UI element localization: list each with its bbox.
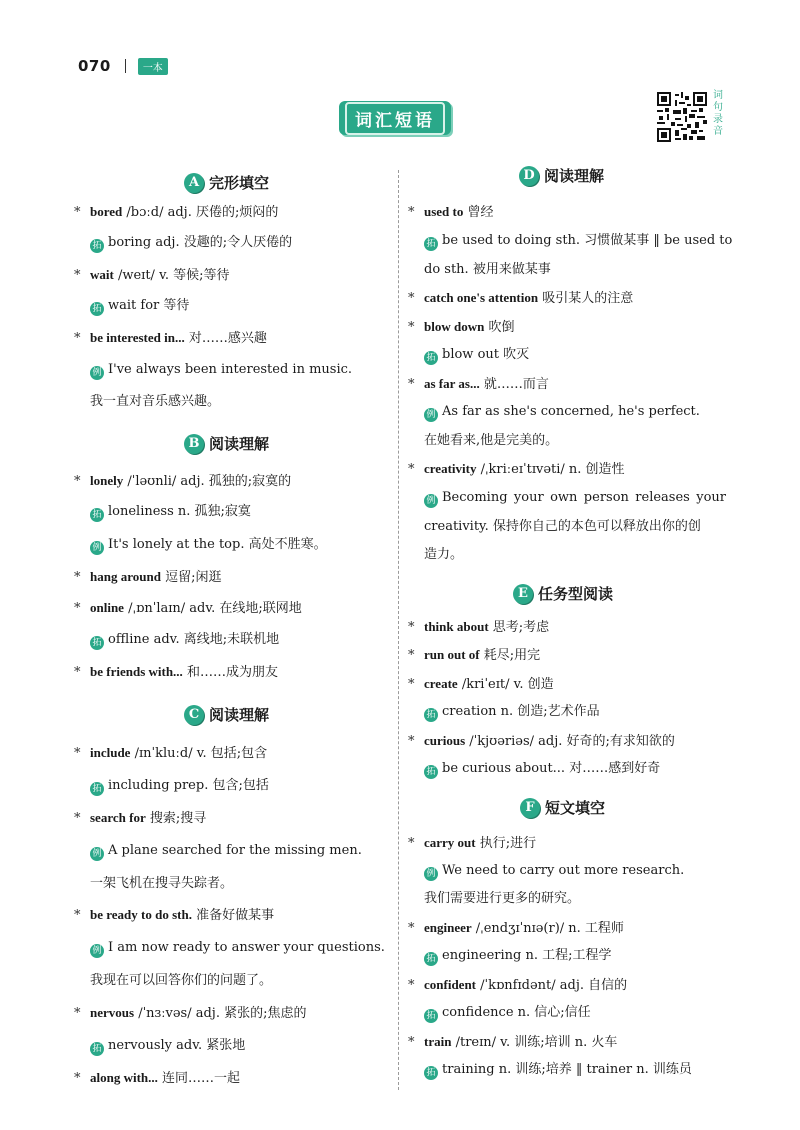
entry-definition: 就……而言	[479, 377, 549, 392]
ext-training	[424, 1061, 692, 1080]
section-f-badge: F	[520, 798, 540, 818]
ext-boring	[90, 234, 292, 253]
section-e-title: 任务型阅读	[538, 585, 614, 603]
entry-definition: /treɪn/ v. 训练;培训 n. 火车	[451, 1035, 618, 1050]
section-b-badge: B	[184, 434, 204, 454]
entry-ready	[90, 906, 274, 925]
entry-word: wait	[90, 267, 114, 282]
extension-tag-icon: 拓	[90, 508, 104, 522]
entry-definition: /ˈləʊnli/ adj. 孤独的;寂寞的	[123, 474, 292, 489]
example-carry-out	[424, 862, 684, 881]
ext-confidence	[424, 1004, 591, 1023]
header-divider	[125, 59, 126, 73]
column-divider	[398, 170, 399, 1090]
entry-definition: 吸引某人的注意	[538, 291, 634, 306]
ext-used-to-cont: do sth. 被用来做某事	[424, 262, 551, 277]
entry-definition: /ˈnɜːvəs/ adj. 紧张的;焦虑的	[134, 1006, 307, 1021]
entry-definition: /ˌkriːeɪˈtɪvəti/ n. 创造性	[476, 462, 625, 477]
example-creativity-end: 造力。	[424, 547, 464, 562]
entry-word: create	[424, 676, 458, 691]
section-c-heading	[184, 704, 269, 725]
entry-engineer	[424, 919, 624, 938]
entry-word: as far as...	[424, 376, 480, 391]
example-tag-icon: 例	[90, 366, 104, 380]
ext-nervously	[90, 1037, 245, 1056]
section-b-heading	[184, 433, 269, 454]
entry-word: run out of	[424, 647, 480, 662]
ext-text: boring adj. 没趣的;令人厌倦的	[108, 235, 293, 250]
extension-tag-icon: 拓	[90, 1042, 104, 1056]
page-header	[78, 56, 168, 76]
example-tag-icon: 例	[424, 867, 438, 881]
entry-catch-attention	[424, 289, 633, 308]
entry-run-out	[424, 646, 540, 665]
extension-tag-icon: 拓	[424, 708, 438, 722]
extension-tag-icon: 拓	[424, 351, 438, 365]
section-f-heading	[520, 797, 605, 818]
example-text: We need to carry out more research.	[442, 863, 685, 878]
example-creativity-cont: creativity. 保持你自己的本色可以释放出你的创	[424, 519, 701, 534]
entry-word: curious	[424, 733, 466, 748]
ext-text: training n. 训练;培养 ‖ trainer n. 训练员	[442, 1062, 692, 1077]
example-as-far	[424, 403, 700, 422]
entry-word: creativity	[424, 461, 477, 476]
entry-definition: /kriˈeɪt/ v. 创造	[457, 677, 554, 692]
entry-word: be interested in...	[90, 330, 185, 345]
entry-definition: 准备好做某事	[191, 908, 275, 923]
entry-word: be ready to do sth.	[90, 907, 192, 922]
entry-hang-around	[90, 568, 221, 587]
example-text: Becoming your own person releases your	[442, 490, 726, 505]
entry-definition: 和……成为朋友	[182, 665, 278, 680]
entry-definition: /ˈkjʊəriəs/ adj. 好奇的;有求知欲的	[465, 734, 675, 749]
entry-word: be friends with...	[90, 664, 183, 679]
entry-creativity	[424, 460, 625, 479]
example-translation: 我一直对音乐感兴趣。	[90, 394, 221, 409]
example-tag-icon: 例	[90, 847, 104, 861]
entry-word: confident	[424, 977, 476, 992]
example-interested	[90, 361, 352, 380]
entry-online	[90, 599, 302, 618]
section-c-badge: C	[184, 705, 204, 725]
extension-tag-icon: 拓	[90, 782, 104, 796]
extension-tag-icon: 拓	[90, 636, 104, 650]
extension-tag-icon: 拓	[424, 1009, 438, 1023]
ext-text: be used to doing sth. 习惯做某事 ‖ be used to	[442, 233, 733, 248]
extension-tag-icon: 拓	[424, 1066, 438, 1080]
example-lonely	[90, 536, 327, 555]
title-banner	[339, 101, 451, 135]
entry-interested	[90, 329, 267, 348]
ext-text: confidence n. 信心;信任	[442, 1005, 591, 1020]
example-text: A plane searched for the missing men.	[108, 843, 362, 858]
example-text: It's lonely at the top. 高处不胜寒。	[108, 537, 327, 552]
example-tag-icon: 例	[424, 494, 438, 508]
ext-text: including prep. 包含;包括	[108, 778, 269, 793]
page-number: 070	[78, 57, 111, 75]
ext-creation	[424, 703, 600, 722]
entry-definition: /ˌendʒɪˈnɪə(r)/ n. 工程师	[471, 921, 624, 936]
entry-create	[424, 675, 554, 694]
section-b-title: 阅读理解	[209, 435, 270, 453]
entry-definition: /ˈkɒnfɪdənt/ adj. 自信的	[476, 978, 628, 993]
entry-definition: /ˌɒnˈlaɪn/ adv. 在线地;联网地	[123, 601, 302, 616]
entry-definition: /ɪnˈkluːd/ v. 包括;包含	[130, 746, 268, 761]
ext-engineering	[424, 947, 612, 966]
entry-curious	[424, 732, 675, 751]
entry-definition: 搜索;搜寻	[145, 811, 207, 826]
example-tag-icon: 例	[90, 944, 104, 958]
ext-text: be curious about... 对……感到好奇	[442, 761, 661, 776]
entry-include	[90, 744, 267, 763]
section-a-heading	[184, 172, 269, 193]
example-creativity	[424, 489, 726, 508]
example-text: I am now ready to answer your questions.	[108, 940, 385, 955]
entry-word: carry out	[424, 835, 476, 850]
entry-word: bored	[90, 204, 123, 219]
entry-definition: 对……感兴趣	[184, 331, 267, 346]
qr-label-char: 句	[713, 102, 723, 113]
section-a-badge: A	[184, 173, 204, 193]
entry-search	[90, 809, 206, 828]
section-e-badge: E	[513, 584, 533, 604]
ext-text: loneliness n. 孤独;寂寞	[108, 504, 251, 519]
example-text: I've always been interested in music.	[108, 362, 353, 377]
entry-definition: 逗留;闲逛	[160, 570, 222, 585]
extension-tag-icon: 拓	[90, 302, 104, 316]
qr-label-char: 录	[713, 114, 723, 125]
ext-wait-for	[90, 297, 189, 316]
entry-think-about	[424, 618, 549, 637]
section-f-title: 短文填空	[545, 799, 606, 817]
entry-word: nervous	[90, 1005, 135, 1020]
ext-text: wait for 等待	[108, 298, 190, 313]
example-translation: 我们需要进行更多的研究。	[424, 891, 581, 906]
brand-logo: 一本	[138, 58, 168, 75]
entry-bored	[90, 203, 278, 222]
example-tag-icon: 例	[90, 541, 104, 555]
ext-offline	[90, 631, 279, 650]
ext-text: blow out 吹灭	[442, 347, 530, 362]
section-d-heading	[519, 165, 604, 186]
example-translation: 我现在可以回答你们的问题了。	[90, 973, 273, 988]
entry-word: blow down	[424, 319, 485, 334]
ext-including	[90, 777, 269, 796]
entry-word: include	[90, 745, 131, 760]
qr-label-char: 音	[713, 126, 723, 137]
entry-used-to	[424, 203, 494, 222]
entry-carry-out	[424, 834, 536, 853]
entry-nervous	[90, 1004, 306, 1023]
entry-word: catch one's attention	[424, 290, 539, 305]
ext-curious-about	[424, 760, 660, 779]
entry-as-far-as	[424, 375, 549, 394]
extension-tag-icon: 拓	[424, 237, 438, 251]
entry-confident	[424, 976, 627, 995]
extension-tag-icon: 拓	[424, 952, 438, 966]
entry-definition: /weɪt/ v. 等候;等待	[113, 268, 230, 283]
entry-lonely	[90, 472, 291, 491]
example-translation: 在她看来,他是完美的。	[424, 433, 559, 448]
entry-along-with	[90, 1069, 240, 1088]
example-ready	[90, 939, 385, 958]
entry-definition: 思考;考虑	[488, 620, 550, 635]
entry-word: search for	[90, 810, 146, 825]
ext-text: nervously adv. 紧张地	[108, 1038, 246, 1053]
section-c-title: 阅读理解	[209, 706, 270, 724]
entry-definition: 吹倒	[484, 320, 515, 335]
section-e-heading	[513, 583, 613, 604]
entry-word: engineer	[424, 920, 472, 935]
ext-blow-out	[424, 346, 529, 365]
ext-text: offline adv. 离线地;未联机地	[108, 632, 280, 647]
entry-word: hang around	[90, 569, 161, 584]
entry-definition: 执行;进行	[475, 836, 537, 851]
section-a-title: 完形填空	[209, 174, 270, 192]
example-translation: 一架飞机在搜寻失踪者。	[90, 876, 234, 891]
entry-word: along with...	[90, 1070, 158, 1085]
qr-code-icon[interactable]	[657, 91, 707, 143]
page-title: 词汇短语	[345, 102, 445, 135]
entry-friends	[90, 663, 278, 682]
example-tag-icon: 例	[424, 408, 438, 422]
entry-definition: 耗尽;用完	[479, 648, 541, 663]
qr-label-char: 词	[713, 90, 723, 101]
qr-label	[711, 90, 725, 138]
entry-definition: /bɔːd/ adj. 厌倦的;烦闷的	[122, 205, 279, 220]
ext-loneliness	[90, 503, 251, 522]
entry-wait	[90, 266, 230, 285]
example-text: As far as she's concerned, he's perfect.	[442, 404, 700, 419]
entry-definition: 曾经	[463, 205, 494, 220]
ext-used-to	[424, 232, 732, 251]
section-d-badge: D	[519, 166, 539, 186]
ext-text: creation n. 创造;艺术作品	[442, 704, 600, 719]
entry-word: train	[424, 1034, 452, 1049]
entry-word: think about	[424, 619, 489, 634]
extension-tag-icon: 拓	[90, 239, 104, 253]
entry-word: online	[90, 600, 124, 615]
entry-word: used to	[424, 204, 464, 219]
entry-train	[424, 1033, 617, 1052]
entry-blow-down	[424, 318, 514, 337]
entry-word: lonely	[90, 473, 124, 488]
section-d-title: 阅读理解	[544, 167, 605, 185]
example-search	[90, 842, 362, 861]
ext-text: engineering n. 工程;工程学	[442, 948, 612, 963]
entry-definition: 连同……一起	[157, 1071, 241, 1086]
extension-tag-icon: 拓	[424, 765, 438, 779]
